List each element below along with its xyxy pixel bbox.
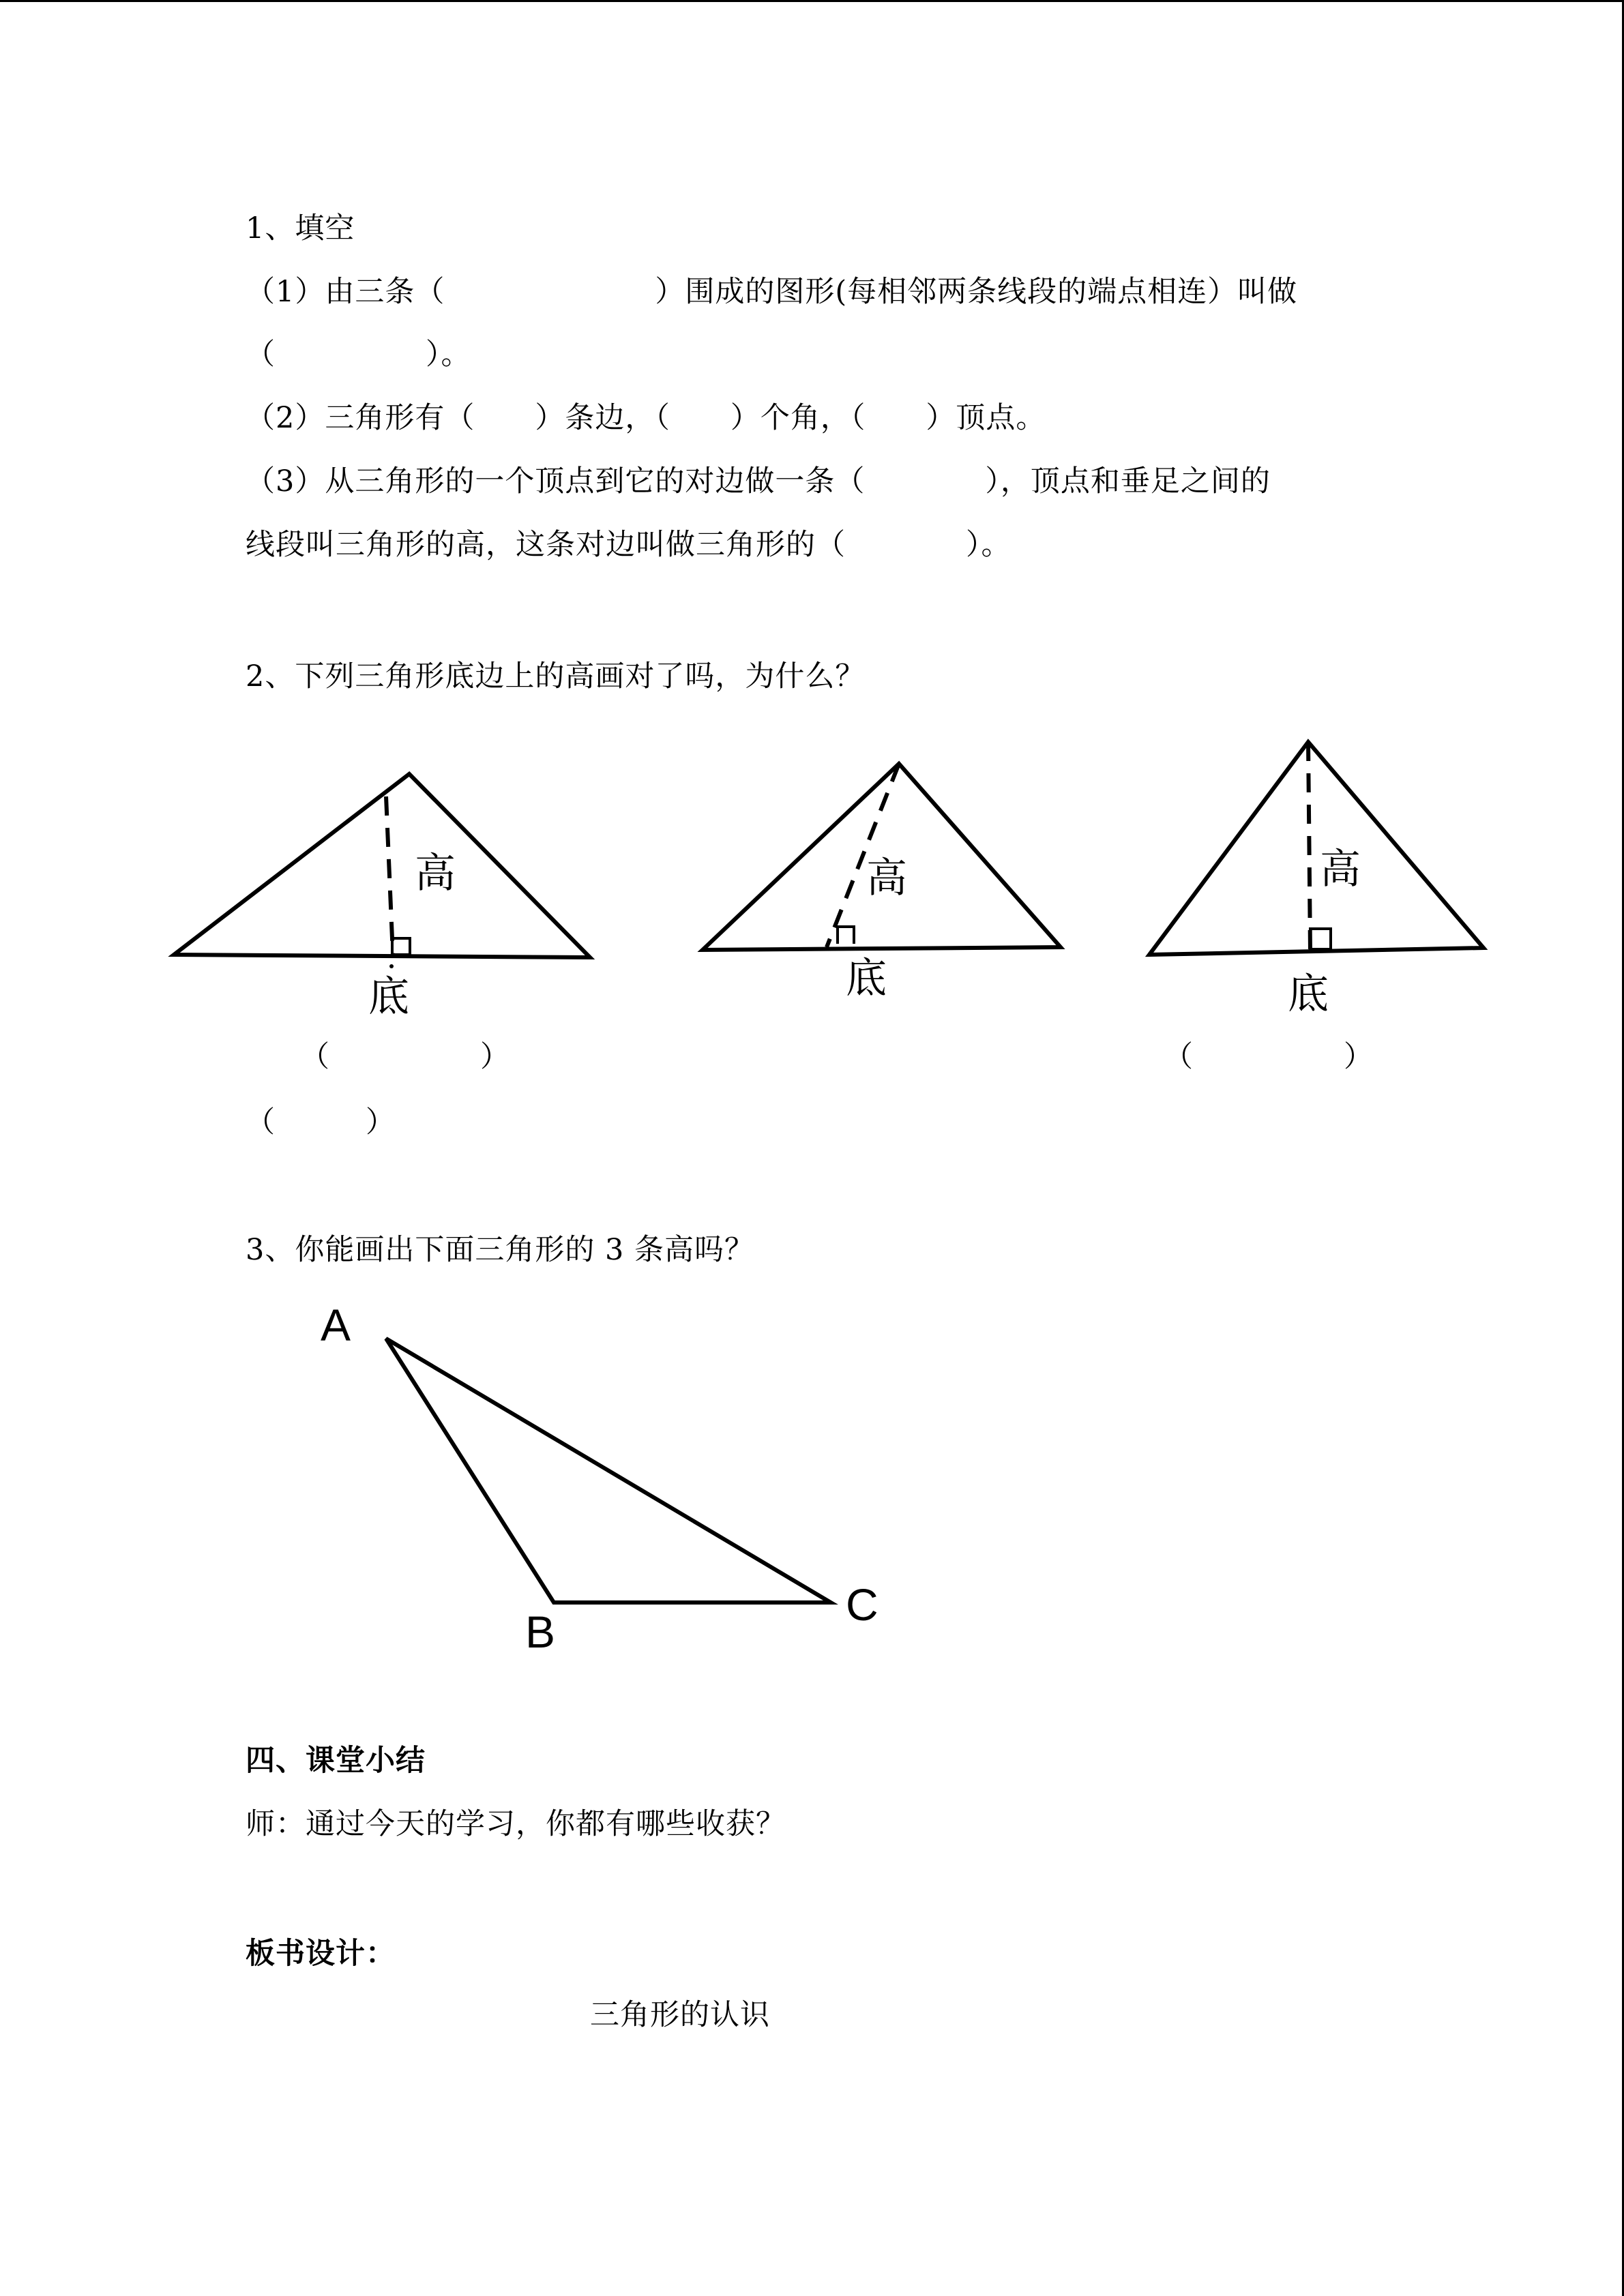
triangle-1-answer-blank: （ ） xyxy=(300,1040,510,1074)
triangle-2-base-label: 底 xyxy=(846,955,887,1002)
triangle-abc-figure xyxy=(0,1296,1624,1678)
vertex-a-label: A xyxy=(321,1300,352,1350)
question-2: （2）三角形有（ ）条边，（ ）个角，（ ）顶点。 xyxy=(246,401,1046,435)
triangles-figure xyxy=(0,736,1624,1146)
question-3-line-1: （3）从三角形的一个顶点到它的对边做一条（ ），顶点和垂足之间的 xyxy=(246,464,1271,498)
question-1-line-2: （ ）。 xyxy=(246,338,471,372)
summary-prompt: 师：通过今天的学习，你都有哪些收获？ xyxy=(246,1807,786,1841)
triangle-abc xyxy=(386,1339,831,1602)
vertex-c-label: C xyxy=(846,1579,879,1630)
triangle-2-answer-blank: （ ） xyxy=(246,1105,396,1139)
question-1-line-1: （1）由三条（ ）围成的图形(每相邻两条线段的端点相连）叫做 xyxy=(246,275,1298,309)
page-top-border xyxy=(0,0,1624,2)
triangle-3-base-label: 底 xyxy=(1288,970,1329,1018)
board-design-heading: 三角形的认识 xyxy=(590,1998,770,2032)
triangle-3-height-label: 高 xyxy=(1320,846,1361,893)
triangle-3-answer-blank: （ ） xyxy=(1164,1040,1374,1074)
triangle-3 xyxy=(1149,742,1483,955)
triangle-1-height-label: 高 xyxy=(415,850,456,897)
section2-title: 2、下列三角形底边上的高画对了吗，为什么？ xyxy=(246,659,866,694)
vertex-b-label: B xyxy=(525,1607,557,1657)
triangle-1 xyxy=(174,774,590,957)
triangle-1-base-label: 底 xyxy=(368,973,410,1021)
section4-title: 四、课堂小结 xyxy=(246,1744,426,1778)
triangle-2-height-label: 高 xyxy=(866,854,908,902)
section3-title: 3、你能画出下面三角形的 3 条高吗？ xyxy=(246,1233,755,1267)
board-design-title: 板书设计： xyxy=(246,1937,396,1971)
question-3-line-2: 线段叫三角形的高，这条对边叫做三角形的（ ）。 xyxy=(246,528,1012,562)
section1-title: 1、填空 xyxy=(246,211,355,245)
